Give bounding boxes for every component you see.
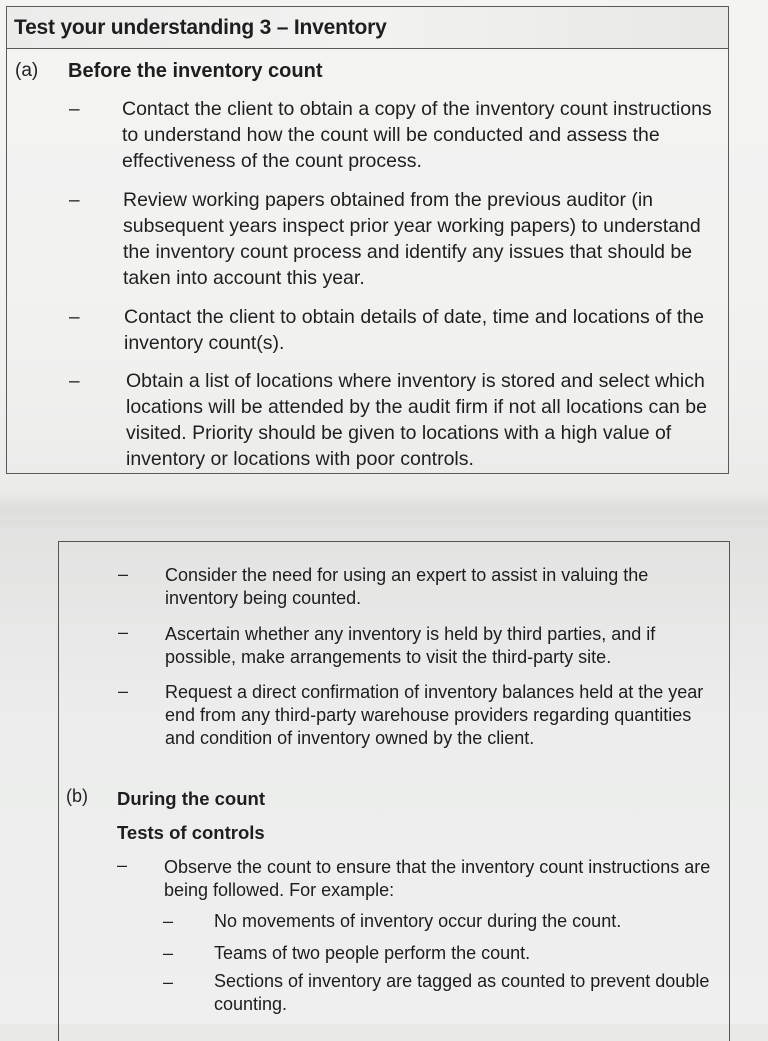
bullet-dash: – — [118, 681, 129, 701]
inventory-box-panel-1 — [6, 6, 729, 474]
list-item: Request a direct confirmation of inventory balances held at the year end from any third-party warehouse providers regarding quantities and condition of inventory owned by the client. — [165, 682, 704, 748]
section-a-heading: Before the inventory count — [68, 60, 323, 82]
list-item: Observe the count to ensure that the inventory count instructions are being followed. For example: — [164, 857, 711, 900]
list-item: Contact the client to obtain a copy of the inventory count instructions to understand how the count will be conducted and assess the effectiveness of the count process. — [122, 98, 712, 172]
list-item: Consider the need for using an expert to assist in valuing the inventory being counted. — [165, 565, 649, 608]
bullet-dash: – — [118, 622, 129, 642]
list-item: Obtain a list of locations where inventory is stored and select which locations will be attended by the audit firm if not all locations can be visited. Priority should be given to locations with a high value of inventory or locations with poor controls. — [126, 370, 708, 470]
sub-bullet-dash: – — [163, 911, 174, 931]
bullet-dash: – — [69, 307, 80, 328]
sub-bullet-dash: – — [163, 972, 174, 992]
section-b-heading: During the count — [117, 788, 265, 809]
sub-bullet-dash: – — [163, 943, 174, 963]
page-gap — [0, 490, 768, 530]
list-item: Contact the client to obtain details of date, time and locations of the inventory count(s). — [124, 306, 704, 354]
bullet-dash: – — [69, 190, 80, 211]
tests-of-controls-subheading: Tests of controls — [117, 822, 265, 843]
section-b-label: (b) — [66, 786, 88, 806]
box-header — [7, 7, 728, 49]
bullet-dash: – — [118, 564, 129, 584]
box-title: Test your understanding 3 – Inventory — [14, 16, 387, 39]
section-a-label: (a) — [15, 60, 39, 81]
sub-list-item: Teams of two people perform the count. — [214, 943, 531, 963]
list-item: Review working papers obtained from the previous auditor (in subsequent years inspect prior year working papers) to understand the inventory count process and identify any issues that should be taken into account this year. — [123, 189, 701, 289]
list-item: Ascertain whether any inventory is held by third parties, and if possible, make arrangements to visit the third-party site. — [165, 624, 656, 667]
bullet-dash: – — [117, 855, 128, 875]
sub-list-item: No movements of inventory occur during the count. — [214, 911, 622, 931]
bullet-dash: – — [69, 371, 80, 392]
sub-list-item: Sections of inventory are tagged as counted to prevent double counting. — [214, 971, 710, 1014]
bullet-dash: – — [69, 99, 80, 120]
